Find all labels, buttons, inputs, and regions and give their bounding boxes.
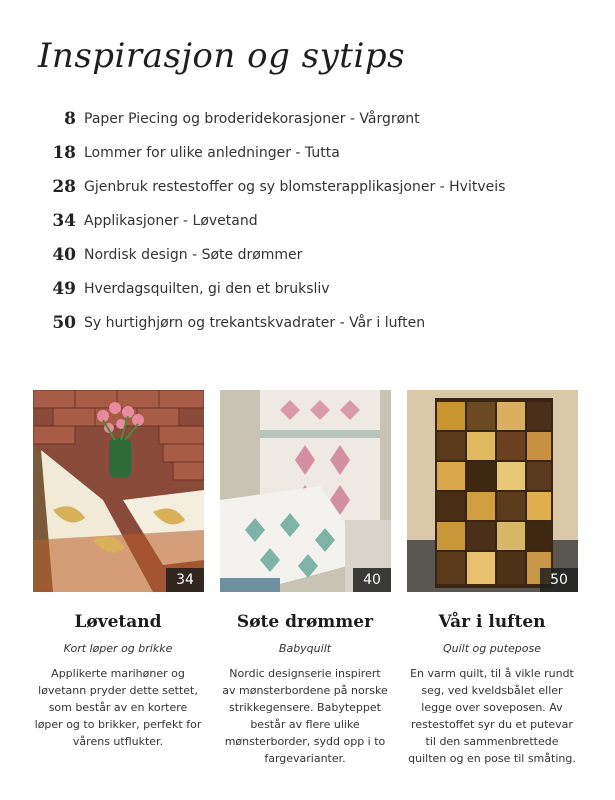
page-number-badge: 50 [540, 568, 578, 592]
feature-subtitle: Babyquilt [278, 642, 332, 655]
photo-lovetand[interactable] [33, 390, 204, 592]
feature-subtitle: Quilt og putepose [442, 642, 541, 655]
toc-entry[interactable] [0, 242, 600, 268]
toc-page-number: 34 [52, 211, 76, 231]
toc-entry-title: Gjenbruk restestoffer og sy blomsterapplikasjoner - Hvitveis [84, 179, 506, 195]
toc-entry[interactable] [0, 106, 600, 132]
toc-entry[interactable] [0, 310, 600, 336]
toc-entry-title: Sy hurtighjørn og trekantskvadrater - Vår i luften [84, 315, 426, 331]
baby-quilt-image [220, 390, 391, 592]
feature-subtitle: Kort løper og brikke [63, 642, 173, 655]
toc-entry[interactable] [0, 174, 600, 200]
photo-var-i-luften[interactable] [407, 390, 578, 592]
toc-entry[interactable] [0, 276, 600, 302]
toc-entry-title: Paper Piecing og broderidekorasjoner - Vårgrønt [84, 111, 420, 127]
toc-entry-title: Nordisk design - Søte drømmer [84, 247, 303, 263]
toc-entry[interactable] [0, 140, 600, 166]
toc-page-number: 49 [52, 279, 76, 299]
toc-page-number: 28 [52, 177, 76, 197]
feature-description: Applikerte marihøner og løvetann pryder dette settet, som består av en kortere løper og to brikker, perfekt for vårens utflukter. [34, 667, 202, 748]
toc-entry-title: Hverdagsquilten, gi den et bruksliv [84, 281, 330, 297]
quilt-table-runner-image [33, 390, 204, 592]
warm-quilt-image [407, 390, 578, 592]
toc-page-number: 40 [52, 245, 76, 265]
toc-entry-title: Lommer for ulike anledninger - Tutta [84, 145, 340, 161]
toc-page-number: 50 [52, 313, 76, 333]
feature-title: Søte drømmer [236, 612, 374, 632]
photo-sote-drommer[interactable] [220, 390, 391, 592]
feature-var-i-luften [402, 612, 582, 767]
feature-sote-drommer [215, 612, 395, 767]
toc-entry[interactable] [0, 208, 600, 234]
page-number-badge: 40 [353, 568, 391, 592]
feature-description: Nordic designserie inspirert av mønsterbordene på norske strikkegensere. Babyteppet består av flere ulike mønsterborder, sydd opp i to fargevarianter. [222, 667, 388, 765]
page-number-badge: 34 [166, 568, 204, 592]
feature-title: Vår i luften [438, 612, 546, 632]
toc-entry-title: Applikasjoner - Løvetand [84, 213, 258, 229]
feature-description: En varm quilt, til å vikle rundt seg, ved kveldsbålet eller legge over soveposen. Av restestoffet syr du et putevar til den sammenbrettede quilten og en pose til småting. [408, 667, 576, 765]
feature-title: Løvetand [74, 612, 162, 632]
toc-page-number: 18 [52, 143, 76, 163]
feature-lovetand [28, 612, 208, 750]
page-title: Inspirasjon og sytips [38, 36, 406, 76]
toc-page-number: 8 [64, 109, 76, 129]
